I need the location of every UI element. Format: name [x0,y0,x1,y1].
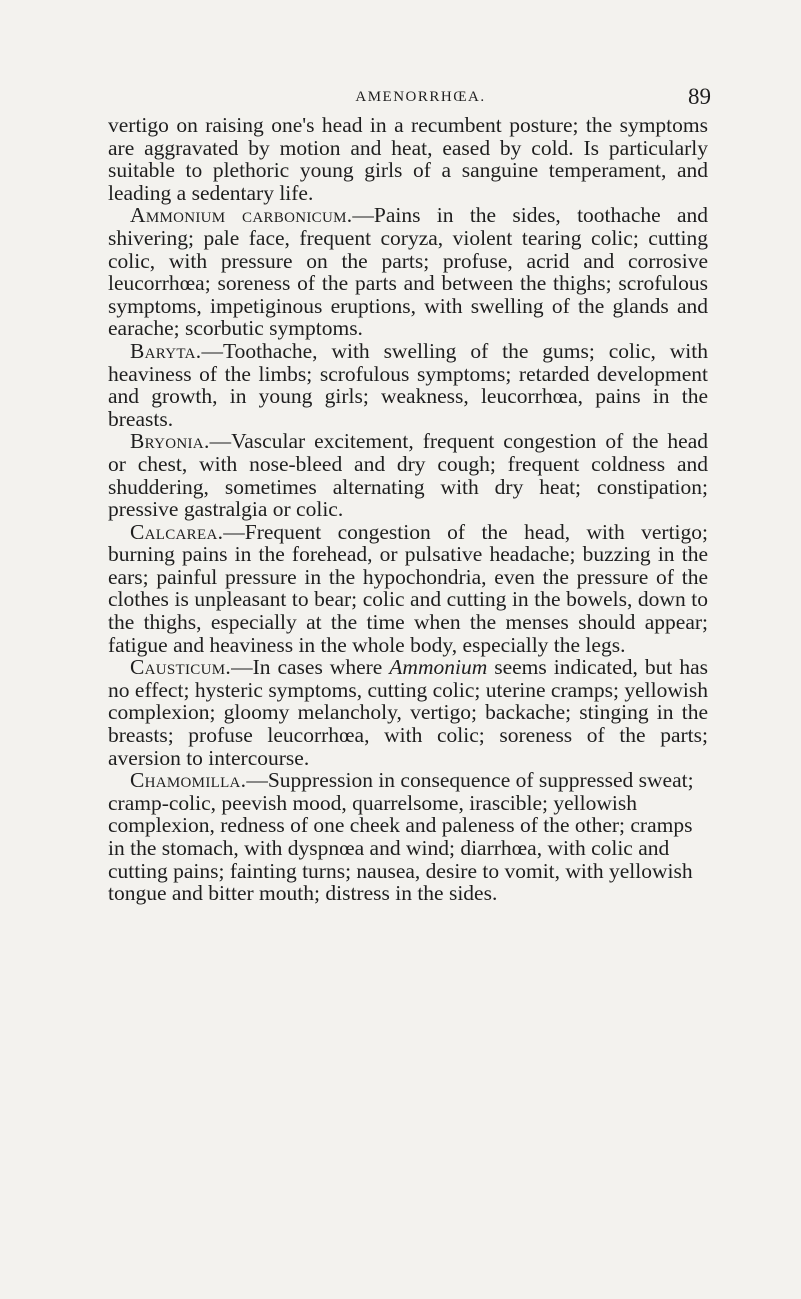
remedy-name: Bryonia. [130,429,210,454]
paragraph-text: —Suppression in consequence of suppressed sweat; cramp-colic, peevish mood, quarrelsome, irascible; yellowish complexion, redness of one cheek and paleness of the other; cramps in the stomach, with dyspnœa and wind; diarrhœa, with colic and cutting pains; fainting turns; nausea, desire to vomit, with yellowish tongue and bitter mouth; distress in the sides. [108,768,694,906]
paragraph-calcarea [108,521,708,657]
paragraph-bryonia [108,430,708,520]
remedy-name: Causticum. [130,655,232,680]
paragraph-ammonium-carbonicum [108,204,708,340]
paragraph-text-pre: —In cases where [231,655,390,680]
remedy-name: Baryta. [130,338,202,363]
paragraph-continuation [108,114,708,204]
paragraph-causticum [108,656,708,769]
remedy-name: Ammonium carbonicum. [130,203,353,228]
paragraph-text: —Pains in the sides, toothache and shivering; pale face, frequent coryza, violent tearing colic; cutting colic, with pressure on the parts; profuse, acrid and corrosive leucorrhœa; soreness of the parts and between the thighs; scrofulous symptoms, impetiginous eruptions, with swelling of the glands and earache; scorbutic symptoms. [108,203,709,341]
italic-remedy-reference: Ammonium [389,655,488,680]
paragraph-text: —Frequent congestion of the head, with vertigo; burning pains in the forehead, or pulsative headache; buzzing in the ears; painful pressure in the hypochondria, even the pressure of the clothes is unpleasant to bear; colic and cutting in the bowels, down to the thighs, especially at the time when the menses should appear; fatigue and heaviness in the whole body, especially the legs. [108,519,708,657]
paragraph-text: seems indicated, but has no effect; hysteric symptoms, cutting colic; uterine cramps; yellowish complexion; gloomy melancholy, vertigo; backache; stinging in the breasts; profuse leucorrhœa, with colic; soreness of the parts; aversion to intercourse. [108,655,708,770]
page-number: 89 [688,84,711,109]
running-title: AMENORRHŒA. [355,89,486,105]
page-header [0,84,801,114]
paragraph-chamomilla [108,769,708,905]
body-text [108,114,708,905]
remedy-name: Calcarea. [130,519,224,544]
paragraph-text: —Vascular excitement, frequent congestion of the head or chest, with nose-bleed and dry cough; frequent coldness and shuddering, sometimes alternating with dry heat; constipation; pressive gastralgia or colic. [108,429,708,522]
paragraph-text: vertigo on raising one's head in a recumbent posture; the symptoms are aggravated by motion and heat, eased by cold. Is particularly suitable to plethoric young girls of a sanguine temperament, and leading a sedentary life. [108,113,708,205]
paragraph-text: —Toothache, with swelling of the gums; colic, with heaviness of the limbs; scrofulous symptoms; retarded development and growth, in young girls; weakness, leucorrhœa, pains in the breasts. [108,338,708,431]
paragraph-baryta [108,340,708,430]
remedy-name: Chamomilla. [130,768,247,793]
